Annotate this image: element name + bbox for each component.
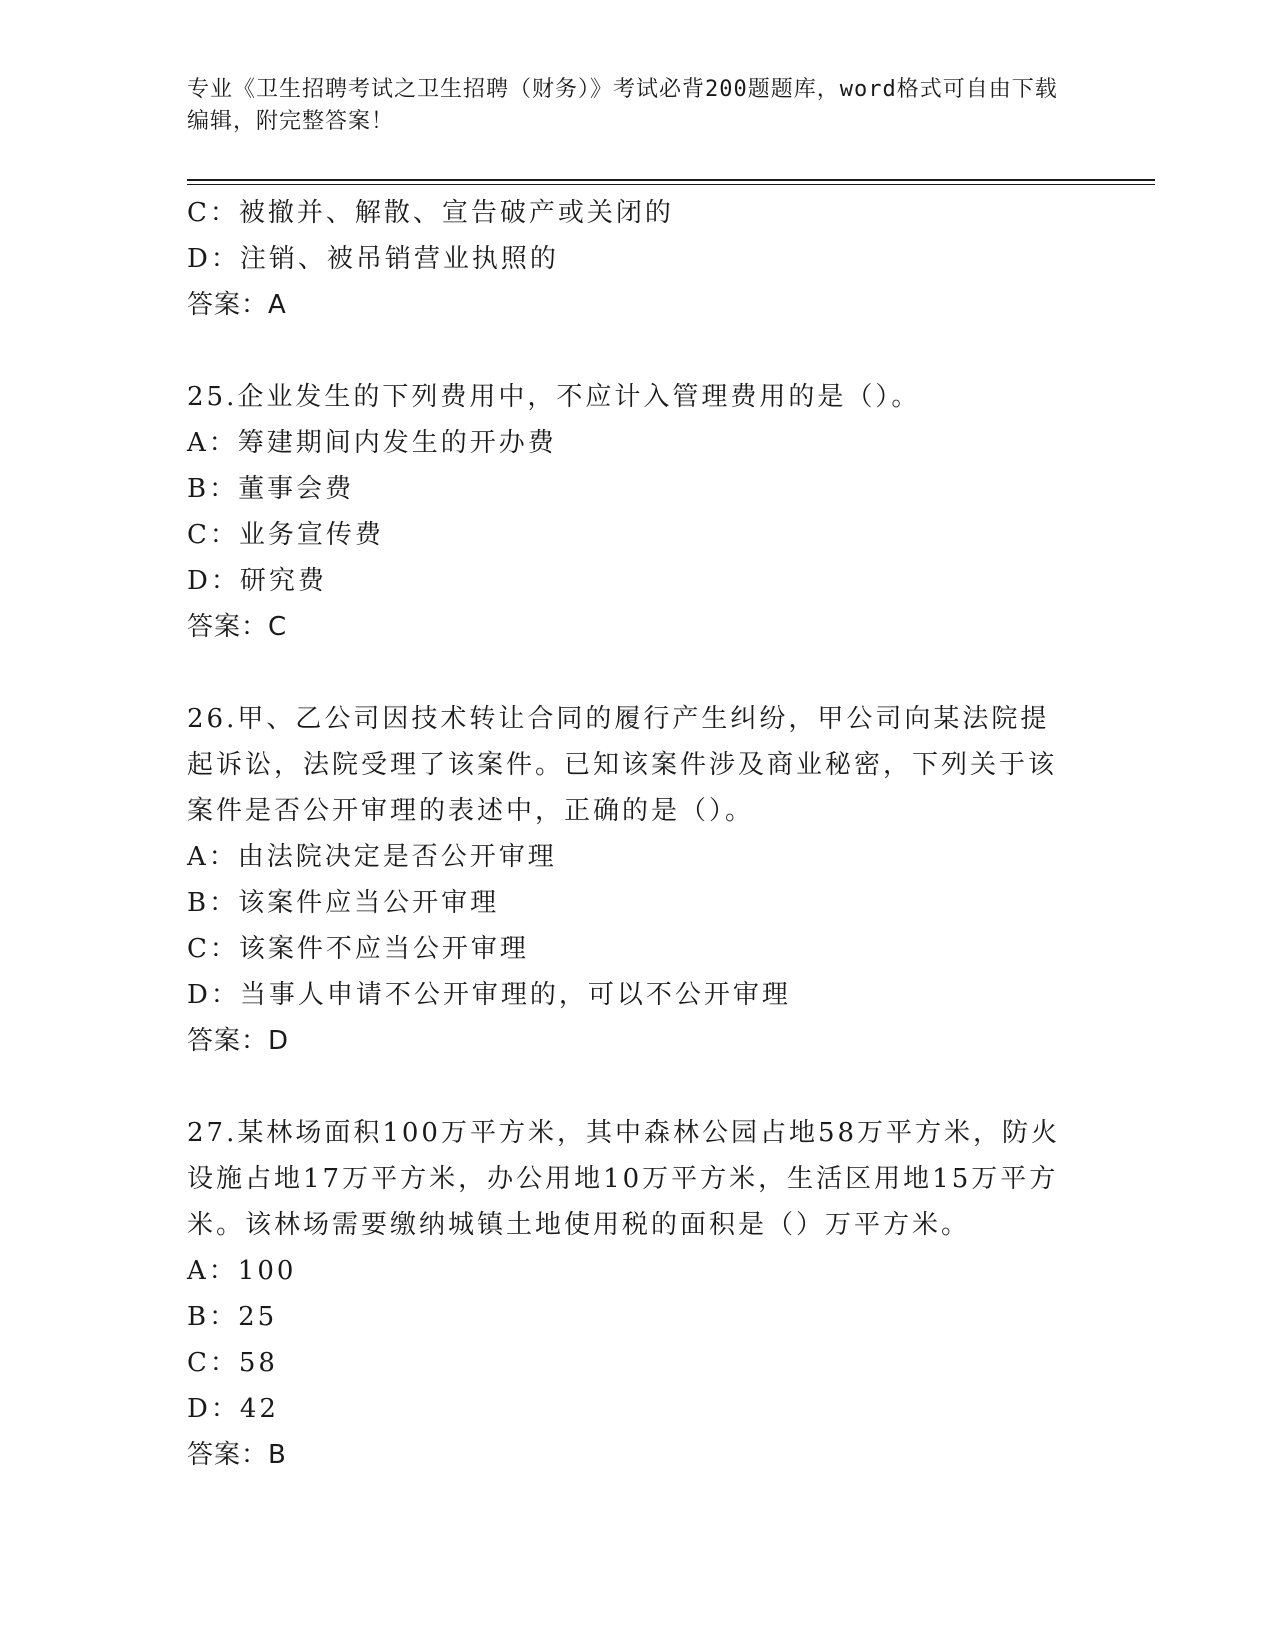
question-stem: 27.某林场面积100万平方米，其中森林公园占地58万平方米，防火设施占地17万平方米，办公用地10万平方米，生活区用地15万平方米。该林场需要缴纳城镇土地使用税的面积是（）万平方米。 xyxy=(187,1118,1061,1240)
option-d: D：研究费 xyxy=(187,566,327,596)
header-divider-thin xyxy=(187,184,1155,185)
option-c: C：该案件不应当公开审理 xyxy=(187,934,529,964)
header-divider-thick xyxy=(187,179,1155,181)
option-a: A：100 xyxy=(187,1256,297,1286)
question-stem: 26.甲、乙公司因技术转让合同的履行产生纠纷，甲公司向某法院提起诉讼，法院受理了该案件。已知该案件涉及商业秘密，下列关于该案件是否公开审理的表述中，正确的是（）。 xyxy=(187,704,1058,826)
option-c: C：被撤并、解散、宣告破产或关闭的 xyxy=(187,198,674,228)
option-b: B：25 xyxy=(187,1302,278,1332)
option-c: C：58 xyxy=(187,1348,278,1378)
option-d: D：42 xyxy=(187,1394,279,1424)
option-c: C：业务宣传费 xyxy=(187,520,384,550)
continued-question xyxy=(187,190,1087,328)
answer-line: 答案：D xyxy=(187,1026,290,1056)
question-list xyxy=(187,190,1087,1478)
document-header: 专业《卫生招聘考试之卫生招聘（财务）》考试必背200题题库，word格式可自由下载编辑，附完整答案！ xyxy=(187,77,1058,134)
option-a: A：筹建期间内发生的开办费 xyxy=(187,428,557,458)
option-b: B：该案件应当公开审理 xyxy=(187,888,500,918)
answer-line: 答案：A xyxy=(187,290,287,320)
option-a: A：由法院决定是否公开审理 xyxy=(187,842,557,872)
option-d: D：当事人申请不公开审理的，可以不公开审理 xyxy=(187,980,791,1010)
option-d: D：注销、被吊销营业执照的 xyxy=(187,244,559,274)
option-b: B：董事会费 xyxy=(187,474,355,504)
answer-line: 答案：B xyxy=(187,1440,287,1470)
question-27 xyxy=(187,1110,1087,1478)
answer-line: 答案：C xyxy=(187,612,288,642)
question-26 xyxy=(187,696,1087,1064)
question-25 xyxy=(187,374,1087,650)
question-stem: 25.企业发生的下列费用中，不应计入管理费用的是（）。 xyxy=(187,382,921,412)
